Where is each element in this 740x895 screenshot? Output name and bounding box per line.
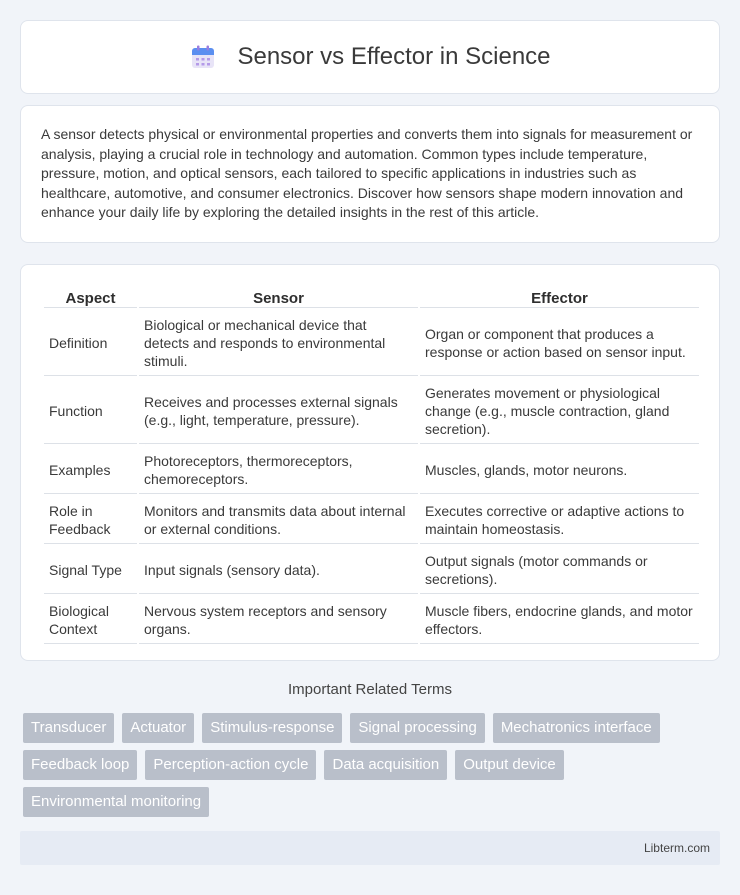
table-cell-sensor: Monitors and transmits data about internal or external conditions. xyxy=(139,496,418,544)
tag-stimulus-response[interactable]: Stimulus-response xyxy=(202,713,342,743)
page-title: Sensor vs Effector in Science xyxy=(237,43,551,70)
related-terms-tags xyxy=(23,713,723,817)
table-cell-effector: Generates movement or physiological change (e.g., muscle contraction, gland secretion). xyxy=(420,378,699,444)
tag-feedback-loop[interactable]: Feedback loop xyxy=(23,750,137,780)
tag-perception-action-cycle[interactable]: Perception-action cycle xyxy=(145,750,316,780)
table-cell-effector: Output signals (motor commands or secretions). xyxy=(420,546,699,594)
table-row xyxy=(44,378,699,444)
tag-environmental-monitoring[interactable]: Environmental monitoring xyxy=(23,787,209,817)
footer-site-link[interactable]: Libterm.com xyxy=(643,841,710,855)
table-cell-aspect: Signal Type xyxy=(44,546,137,594)
tag-data-acquisition[interactable]: Data acquisition xyxy=(324,750,447,780)
comparison-table xyxy=(42,285,701,646)
table-cell-effector: Muscle fibers, endocrine glands, and motor effectors. xyxy=(420,596,699,644)
table-row xyxy=(44,546,699,594)
table-cell-aspect: Role in Feedback xyxy=(44,496,137,544)
table-row xyxy=(44,596,699,644)
intro-text: A sensor detects physical or environmental properties and converts them into signals for measurement or analysis, playing a crucial role in technology and automation. Common types include temperature, pressure, motion, and optical sensors, each tailored to specific applications in industries such as healthcare, automotive, and consumer electronics. Discover how sensors shape modern innovation and enhance your daily life by exploring the detailed insights in the rest of this article. xyxy=(41,126,693,221)
column-header-effector: Effector xyxy=(420,287,699,308)
table-row xyxy=(44,310,699,376)
table-cell-effector: Executes corrective or adaptive actions to maintain homeostasis. xyxy=(420,496,699,544)
table-row xyxy=(44,496,699,544)
column-header-sensor: Sensor xyxy=(139,287,418,308)
column-header-aspect: Aspect xyxy=(44,287,137,308)
table-cell-sensor: Receives and processes external signals (e.g., light, temperature, pressure). xyxy=(139,378,418,444)
table-row xyxy=(44,446,699,494)
table-cell-aspect: Examples xyxy=(44,446,137,494)
related-terms-title: Important Related Terms xyxy=(288,681,452,698)
table-cell-sensor: Biological or mechanical device that detects and responds to environmental stimuli. xyxy=(139,310,418,376)
tag-mechatronics-interface[interactable]: Mechatronics interface xyxy=(493,713,660,743)
table-cell-aspect: Biological Context xyxy=(44,596,137,644)
calendar-icon xyxy=(189,43,217,71)
intro-card xyxy=(20,105,720,243)
tag-transducer[interactable]: Transducer xyxy=(23,713,114,743)
table-cell-sensor: Photoreceptors, thermoreceptors, chemoreceptors. xyxy=(139,446,418,494)
table-cell-effector: Organ or component that produces a response or action based on sensor input. xyxy=(420,310,699,376)
table-cell-aspect: Definition xyxy=(44,310,137,376)
table-cell-aspect: Function xyxy=(44,378,137,444)
table-cell-sensor: Nervous system receptors and sensory organs. xyxy=(139,596,418,644)
tag-actuator[interactable]: Actuator xyxy=(122,713,194,743)
comparison-table-card xyxy=(20,264,720,661)
header-card xyxy=(20,20,720,94)
tag-output-device[interactable]: Output device xyxy=(455,750,564,780)
tag-signal-processing[interactable]: Signal processing xyxy=(350,713,484,743)
table-header-row xyxy=(44,287,699,308)
table-cell-sensor: Input signals (sensory data). xyxy=(139,546,418,594)
footer xyxy=(20,831,720,865)
table-cell-effector: Muscles, glands, motor neurons. xyxy=(420,446,699,494)
